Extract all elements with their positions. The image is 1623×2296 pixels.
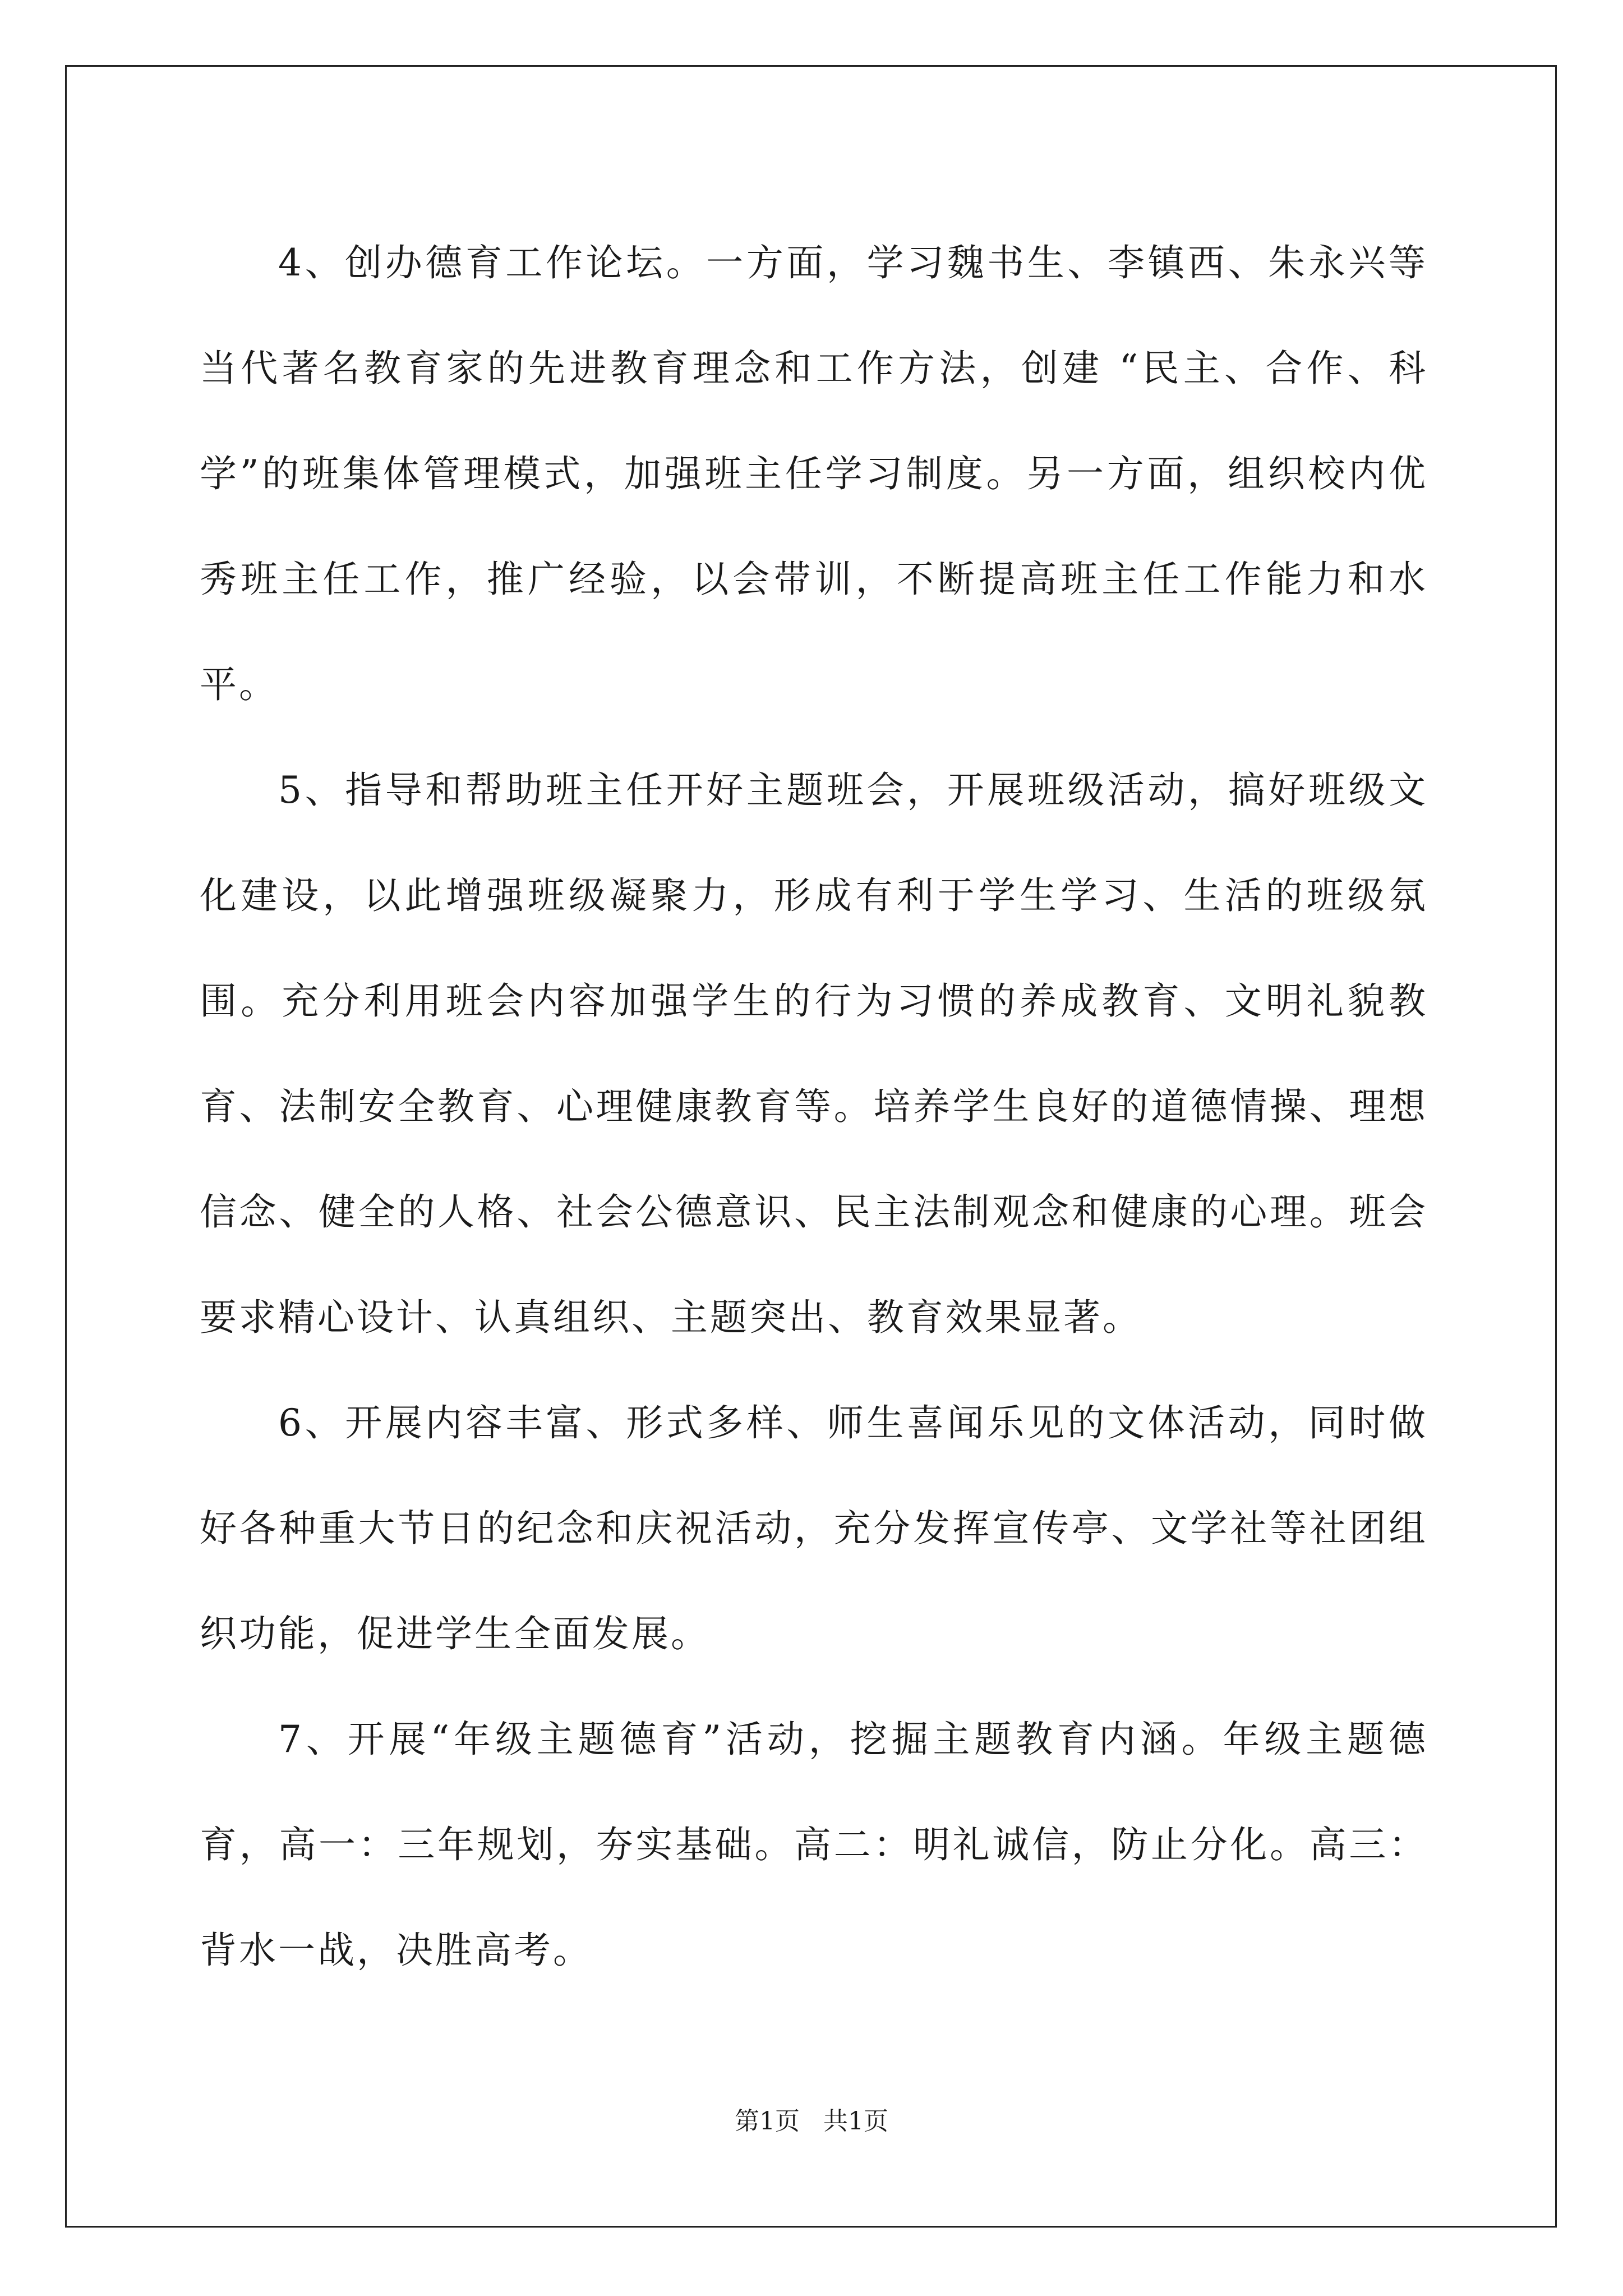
paragraph-4: 4、创办德育工作论坛。一方面，学习魏书生、李镇西、朱永兴等当代著名教育家的先进教育理念和工作方法，创建 “民主、合作、科学”的班集体管理模式，加强班主任学习制度。另一方面，组织校内优秀班主任工作，推广经验，以会带训，不断提高班主任工作能力和水平。 [200,241,1428,706]
document-body [200,210,1428,2003]
paragraph-7: 7、开展“年级主题德育”活动，挖掘主题教育内涵。年级主题德育，高一：三年规划，夯实基础。高二：明礼诚信，防止分化。高三：背水一战，决胜高考。 [200,1718,1428,1972]
page-number: 第1页 共1页 [735,2107,888,2136]
paragraph-6: 6、开展内容丰富、形式多样、师生喜闻乐见的文体活动，同时做好各种重大节日的纪念和庆祝活动，充分发挥宣传亭、文学社等社团组织功能，促进学生全面发展。 [200,1401,1428,1655]
paragraph-5: 5、指导和帮助班主任开好主题班会，开展班级活动，搞好班级文化建设，以此增强班级凝聚力，形成有利于学生学习、生活的班级氛围。充分利用班会内容加强学生的行为习惯的养成教育、文明礼貌教育、法制安全教育、心理健康教育等。培养学生良好的道德情操、理想信念、健全的人格、社会公德意识、民主法制观念和健康的心理。班会要求精心设计、认真组织、主题突出、教育效果显著。 [200,769,1428,1339]
page-footer [0,2101,1623,2137]
